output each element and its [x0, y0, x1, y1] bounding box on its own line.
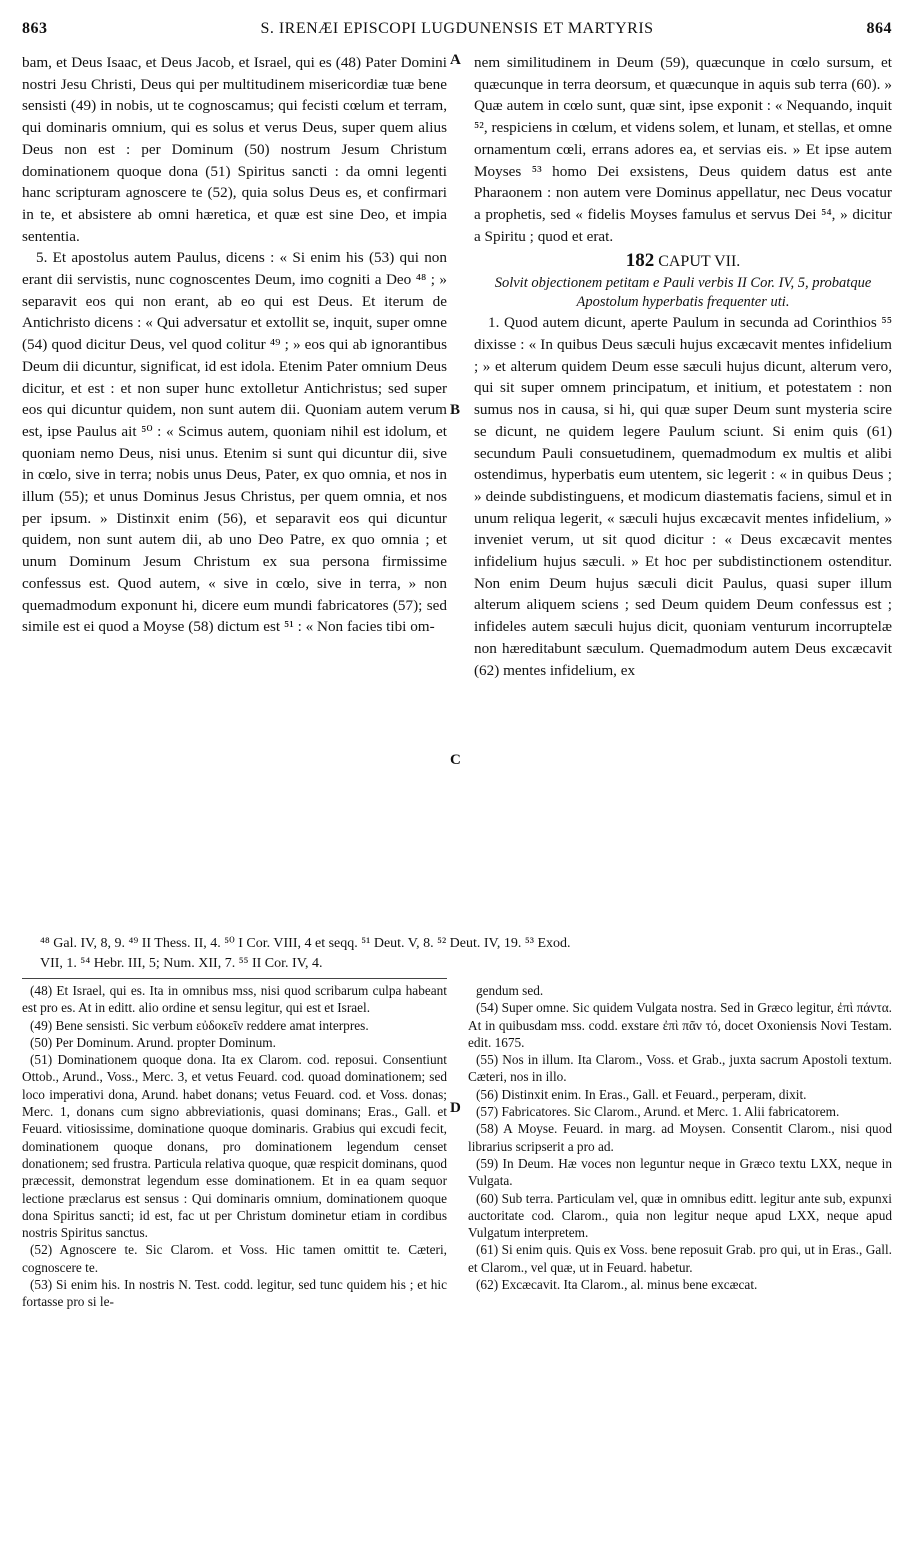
footnote: (58) A Moyse. Feuard. in marg. ad Moysen. Consentit Clarom., nisi quod librarius scripserit a pro ad. — [468, 1121, 892, 1154]
footnote: (51) Dominationem quoque dona. Ita ex Clarom. cod. reposui. Consentiunt Ottob., Arund., Voss., Merc. 3, et vetus Feuard. cod. quoad dominationem; sed loco imperativi dona, Arund. habet donans; vetus Feuard. cod. et Voss. donas; Merc. 1, donans cum signo abbreviationis, quasi dominans; Eras., Gall. et Feuard. vitiosissime, dominatione quoque dominaris. Grabius qui excudi fecit, dominationem quoque donans, pro dominationem legendum censet donationem; sed frustra. Particula relativa quoque, quæ respicit dominans, quod præcessit, demonstrat legendum esse dominationem. Et in ea quam sequor lectione præclarus est sensus : Qui dominaris omnium, dominationem quoque dona Spiritus sancti; id est, fac ut per Christum dominetur etiam in cordibus nostris Spiritus sanctus. — [22, 1052, 447, 1241]
right-paragraph-2: 1. Quod autem dicunt, aperte Paulum in secunda ad Corinthios ⁵⁵ dixisse : « In quibus Deus sæculi hujus excæcavit mentes infidelium ; » et alterum quidem Deum esse sæculi hujus dicunt, alterum vero, qui sit super omnem principatum, et initium, et potestatem : non sumus nos in causa, si hi, qui quæ super Deum sunt mysteria scire se dicunt, ne quidem legere Paulum sciunt. Si enim quis (61) secundum Pauli consuetudinem, quemadmodum ex multis et alibi ostendimus, hyperbatis eum utentem, sic legerit : « in quibus Deus ; » deinde subdistinguens, et modicum diastematis faciens, simul et in unum reliqua legerit, « sæculi hujus excæcavit mentes infidelium, » inveniet verum, ut sit quod dicitur : « Deus excæcavit mentes infidelium hujus sæculi. » Et hoc per subdistinctionem ostenditur. Non enim Deum hujus sæculi dicit Paulus, quasi super illum alterum aliquem sciens ; sed Deum quidem Deum confessus est ; infideles autem sæculi hujus dicit, quoniam venturum incorruptelæ non hæreditabunt sæculum. Quemadmodum autem Deus excæcavit (62) mentes infidelium, ex — [474, 314, 892, 679]
left-paragraph-1: bam, et Deus Isaac, et Deus Jacob, et Israel, qui es (48) Pater Domini nostri Jesu Christi, Deus qui per multitudinem misericordiæ tuæ bene sensisti (49) in nobis, ut te cognoscamus; qui fecisti cœlum et terram, qui dominaris omnium, qui es solus et verus Deus, super quem alius Deus non est : per Dominum (50) nostrum Jesum Christum dominationem quoque dona (51) Spiritus sancti : da omni legenti hanc scripturam agnoscere te (52), quia solus Deus es, et confirmari in te, et absistere ab omni hæretica, et quæ est sine Deo, et impia sententia. — [22, 54, 447, 245]
footnote: (49) Bene sensisti. Sic verbum εὐδοκεῖν reddere amat interpres. — [30, 1017, 369, 1033]
margin-letter-b: B — [450, 402, 461, 418]
chapter-argument: Solvit objectionem petitam e Pauli verbis II Cor. IV, 5, probatque Apostolum hyperbatis frequenter uti. — [494, 275, 872, 311]
footnote: (50) Per Dominum. Arund. propter Dominum. — [30, 1034, 276, 1050]
footnote: (54) Super omne. Sic quidem Vulgata nostra. Sed in Græco legitur, ἐπὶ πάντα. At in quibusdam mss. codd. exstare ἐπὶ πᾶν τό, docet Oxoniensis Novi Testam. edit. 1675. — [468, 1000, 892, 1050]
footnotes-right — [468, 982, 892, 1293]
footnote: (57) Fabricatores. Sic Clarom., Arund. et Merc. 1. Alii fabricatorem. — [476, 1104, 840, 1120]
running-title: S. IRENÆI EPISCOPI LUGDUNENSIS ET MARTYRIS — [260, 20, 654, 37]
running-header — [22, 20, 892, 44]
right-column — [474, 52, 892, 681]
reference-line-1: ⁴⁸ Gal. IV, 8, 9. ⁴⁹ II Thess. II, 4. ⁵⁰ I Cor. VIII, 4 et seqq. ⁵¹ Deut. V, 8. ⁵² Deut. IV, 19. ⁵³ Exod. — [40, 936, 571, 951]
notes-divider — [22, 978, 447, 979]
footnote: gendum sed. — [476, 983, 544, 998]
footnote: (48) Et Israel, qui es. Ita in omnibus mss, nisi quod scribarum culpa habeant est pro es. At in editt. alio ordine et sensu legitur, qui est et Israel. — [22, 983, 447, 1016]
footnote: (55) Nos in illum. Ita Clarom., Voss. et Grab., juxta sacrum Apostoli textum. Cæteri, nos in illo. — [468, 1052, 892, 1085]
right-paragraph-1: nem similitudinem in Deum (59), quæcunque in cœlo sursum, et quæcunque in terra deorsum, et quæcunque in aquis sub terra (60). » Quæ autem in cœlo sunt, quæ sint, ipse exponit : « Nequando, inquit ⁵², respiciens in cœlum, et videns solem, et lunam, et stellas, et omne ornamentum cœli, errans adores ea, et servias eis. » Et ipse autem Moyses ⁵³ homo Dei exsistens, Deus quidem datus est ante Pharaonem : non autem vere Dominus appellatur, nec Deus vocatur a prophetis, sed « fidelis Moyses famulus et servus Dei ⁵⁴, » dicitur a Spiritu ; quod et erat. — [474, 54, 892, 245]
footnote: (53) Si enim his. In nostris N. Test. codd. legitur, sed tunc quidem his ; et hic fortasse pro si le- — [22, 1277, 447, 1310]
footnotes-left — [22, 982, 447, 1311]
scripture-references — [40, 934, 892, 974]
left-paragraph-2: 5. Et apostolus autem Paulus, dicens : « Si enim his (53) qui non erant dii servistis, nunc cognoscentes Deum, imo cogniti a Deo ⁴⁸ ; » separavit eos qui non erant, ab eo qui est Deus. Et iterum de Antichristo dicens : « Qui adversatur et extollit se, inquit, super omne (54) quod dicitur Deus, vel quod colitur ⁴⁹ ; » eos qui ab ignorantibus Deum dii dicuntur, significat, id est idola. Etenim Pater omnium Deus dicitur, et est : et non super hunc extolletur Antichristus; sed super eos qui dicuntur quidem, non sunt autem dii. Quoniam autem verum est, ipse Paulus ait ⁵⁰ : « Scimus autem, quoniam nihil est idolum, et quoniam nemo Deus, nisi unus. Etenim si sunt qui dicuntur dii, sive in cœlo, sive in terra; nobis unus Deus, Pater, ex quo omnia, et nos in illum (55); et unus Dominus Jesus Christus, per quem omnia, et nos per ipsum. » Distinxit enim (56), et separavit eos qui dicuntur quidem, non sunt autem dii, ab uno Deo Patre, ex quo omnia ; et unum Dominum Jesum Christum ex sua persona firmissime confessus est. Quod autem, « sive in cœlo, sive in terra, » non quemadmodum exponunt hi, dicere eum mundi fabricatores (57); sed simile est ei quod a Moyse (58) dictum est ⁵¹ : « Non facies tibi om- — [22, 249, 447, 636]
reference-line-2: VII, 1. ⁵⁴ Hebr. III, 5; Num. XII, 7. ⁵⁵ II Cor. IV, 4. — [40, 956, 323, 971]
footnote: (52) Agnoscere te. Sic Clarom. et Voss. Hic tamen omittit te. Cæteri, cognoscere te. — [22, 1242, 447, 1275]
chapter-title: CAPUT VII. — [658, 253, 741, 271]
footnote: (62) Excæcavit. Ita Clarom., al. minus bene excæcat. — [476, 1277, 758, 1293]
margin-letter-c: C — [450, 752, 461, 768]
footnote: (59) In Deum. Hæ voces non leguntur neque in Græco textu LXX, neque in Vulgata. — [468, 1155, 892, 1189]
page-number-right: 864 — [866, 20, 892, 37]
left-column — [22, 52, 447, 638]
margin-letter-a: A — [450, 52, 461, 68]
footnote: (56) Distinxit enim. In Eras., Gall. et Feuard., perperam, dixit. — [476, 1086, 807, 1102]
page-number-left: 863 — [22, 20, 48, 37]
footnote: (60) Sub terra. Particulam vel, quæ in omnibus editt. legitur ante sub, expunxi auctoritate cod. Clarom., quia non legitur neque apud LXX, neque apud Vulgatum interpretem. — [468, 1190, 892, 1241]
margin-letter-d: D — [450, 1100, 461, 1116]
chapter-heading — [474, 249, 892, 274]
footnote: (61) Si enim quis. Quis ex Voss. bene reposuit Grab. pro qui, ut in Eras., Gall. et Clarom., vel quæ, ut in Feuard. habetur. — [468, 1242, 892, 1275]
chapter-number: 182 — [625, 250, 655, 272]
